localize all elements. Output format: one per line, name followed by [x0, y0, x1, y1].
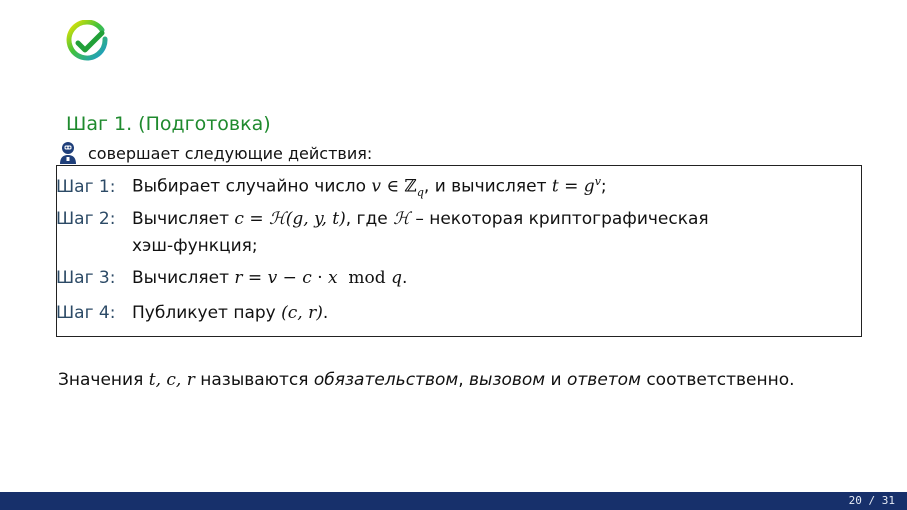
step-1: Шаг 1: Выбирает случайно число v ∈ ℤ$_q$, и вычисляет $t = g^v$; [56, 175, 607, 200]
step-4: Шаг 4: Публикует пару (c, r). [56, 303, 329, 323]
summary-text: Значения t, c, r называются обязательством, вызовом и ответом соответственно. [58, 370, 795, 390]
step-3: Шаг 3: Вычисляет r = v − c · x mod q. [56, 268, 408, 288]
step-label: Шаг 3: [56, 268, 116, 288]
step-label: Шаг 1: [56, 176, 116, 197]
footer-bar [0, 492, 907, 510]
step-2-continuation: хэш-функция; [132, 236, 258, 256]
step-label: Шаг 4: [56, 303, 116, 323]
intro-line [58, 140, 372, 166]
intro-text: совершает следующие действия: [88, 143, 373, 163]
block-title: Шаг 1. (Подготовка) [66, 113, 271, 135]
user-icon [58, 141, 78, 165]
page-number: 20 / 31 [848, 494, 895, 507]
sber-logo-icon [64, 20, 110, 66]
step-2: Шаг 2: Вычисляет c = ℋ(g, y, t), где ℋ – некоторая криптографическая [56, 209, 709, 229]
step-label: Шаг 2: [56, 209, 116, 229]
